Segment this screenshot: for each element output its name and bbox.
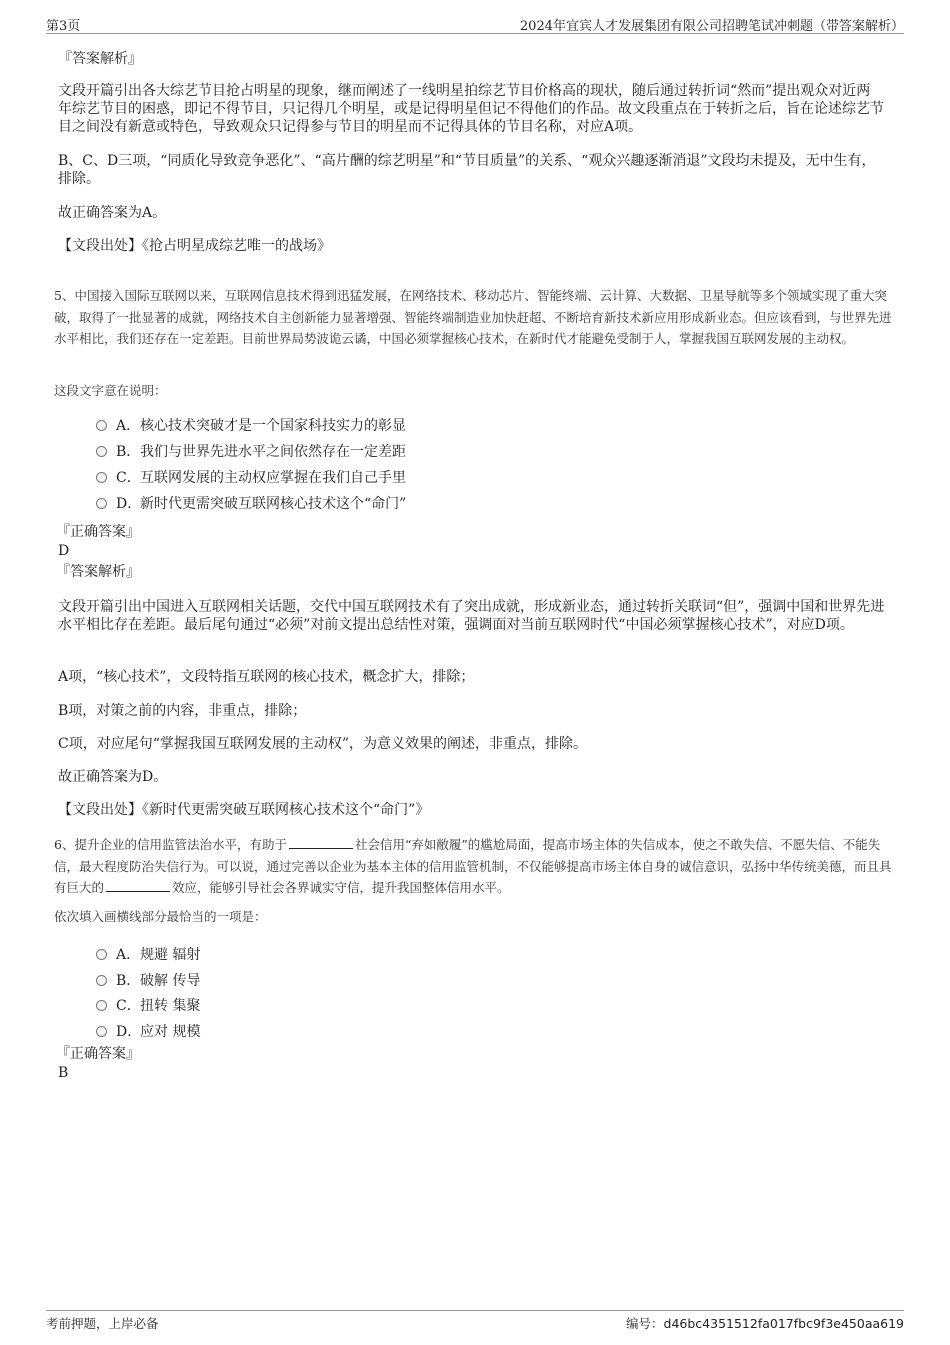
radio-icon[interactable]	[96, 975, 107, 986]
radio-icon[interactable]	[96, 1026, 107, 1037]
q5-answer-label: 『正确答案』	[56, 524, 140, 540]
page-header	[46, 13, 904, 34]
q5-conclusion: 故正确答案为D。	[58, 769, 168, 785]
radio-icon[interactable]	[96, 1000, 107, 1011]
q6-stem: 6、提升企业的信用监管法治水平，有助于 社会信用“弃如敝履”的尴尬局面，提高市场主体的失信成本，使之不敢失信、不愿失信、不能失信，最大程度防治失信行为。可以说，通过完善以企业为基本主体的信用监管机制，不仅能够提高市场主体自身的诚信意识，弘扬中华传统美德，而且具有巨大的 效应，能够引导社会各界诚实守信，提升我国整体信用水平。	[54, 837, 892, 895]
radio-icon[interactable]	[96, 472, 107, 483]
q4-conclusion: 故正确答案为A。	[58, 205, 167, 221]
q5-answer: D	[58, 543, 70, 559]
q5-option-b[interactable]: B．我们与世界先进水平之间依然存在一定差距	[96, 443, 406, 463]
q5-stem: 5、中国接入国际互联网以来，互联网信息技术得到迅猛发展，在网络技术、移动芯片、智能终端、云计算、大数据、卫星导航等多个领域实现了重大突破，取得了一批显著的成就，网络技术自主创新能力显著增强、智能终端制造业加快赶超、不断培育新技术新应用形成新业态。但应该看到，与世界先进水平相比，我们还存在一定差距。目前世界局势波诡云谲，中国必须掌握核心技术，在新时代才能避免受制于人，掌握我国互联网发展的主动权。	[54, 288, 892, 346]
q4-analysis-paragraph-2: B、C、D三项，“同质化导致竞争恶化”、“高片酬的综艺明星”和“节目质量”的关系、“观众兴趣逐渐消退”文段均未提及，无中生有，排除。	[58, 153, 876, 187]
q5-option-c[interactable]: C．互联网发展的主动权应掌握在我们自己手里	[96, 469, 406, 489]
q6-option-b[interactable]: B．破解 传导	[96, 972, 200, 992]
fill-blank-2	[106, 879, 170, 892]
q5-option-d[interactable]: D．新时代更需突破互联网核心技术这个“命门”	[96, 495, 406, 515]
document-code: 编号：d46bc4351512fa017fbc9f3e450aa619	[626, 1316, 904, 1331]
radio-icon[interactable]	[96, 498, 107, 509]
q5-analysis-label: 『答案解析』	[56, 564, 140, 580]
q6-answer-label: 『正确答案』	[56, 1046, 140, 1062]
q5-analysis-a: A项，“核心技术”，文段特指互联网的核心技术，概念扩大，排除；	[58, 669, 475, 685]
q6-answer: B	[58, 1065, 69, 1081]
page-number: 第3页	[46, 19, 81, 34]
q6-option-a[interactable]: A．规避 辐射	[96, 946, 200, 966]
q6-option-d[interactable]: D．应对 规模	[96, 1023, 200, 1043]
q5-analysis-paragraph: 文段开篇引出中国进入互联网相关话题，交代中国互联网技术有了突出成就，形成新业态，通过转折关联词“但”，强调中国和世界先进水平相比存在差距。最后尾句通过“必须”对前文提出总结性对策，强调面对当前互联网时代“中国必须掌握核心技术”，对应D项。	[58, 599, 885, 633]
radio-icon[interactable]	[96, 446, 107, 457]
radio-icon[interactable]	[96, 420, 107, 431]
footer-slogan: 考前押题，上岸必备	[46, 1316, 159, 1331]
q5-analysis-b: B项，对策之前的内容，非重点，排除；	[58, 703, 307, 719]
fill-blank-1	[289, 836, 353, 849]
q6-option-c[interactable]: C．扭转 集聚	[96, 997, 200, 1017]
q5-question: 这段文字意在说明：	[54, 383, 167, 398]
q4-source: 【文段出处】《抢占明星成综艺唯一的战场》	[58, 238, 331, 254]
q5-source: 【文段出处】《新时代更需突破互联网核心技术这个“命门”》	[58, 802, 430, 818]
radio-icon[interactable]	[96, 949, 107, 960]
q5-analysis-c: C项，对应尾句“掌握我国互联网发展的主动权”，为意义效果的阐述，非重点，排除。	[58, 736, 588, 752]
q4-analysis-label: 『答案解析』	[58, 51, 142, 67]
q5-option-a[interactable]: A．核心技术突破才是一个国家科技实力的彰显	[96, 417, 406, 437]
q6-question: 依次填入画横线部分最恰当的一项是：	[54, 909, 267, 924]
document-title: 2024年宜宾人才发展集团有限公司招聘笔试冲刺题（带答案解析）	[519, 19, 904, 34]
q4-analysis-paragraph: 文段开篇引出各大综艺节目抢占明星的现象，继而阐述了一线明星拍综艺节目价格高的现状，随后通过转折词“然而”提出观众对近两年综艺节目的困惑，即记不得节目，只记得几个明星，或是记得明星但记不得他们的作品。故文段重点在于转折之后，旨在论述综艺节目之间没有新意或特色，导致观众只记得参与节目的明星而不记得具体的节目名称，对应A项。	[58, 83, 884, 135]
page-footer	[46, 1310, 904, 1331]
